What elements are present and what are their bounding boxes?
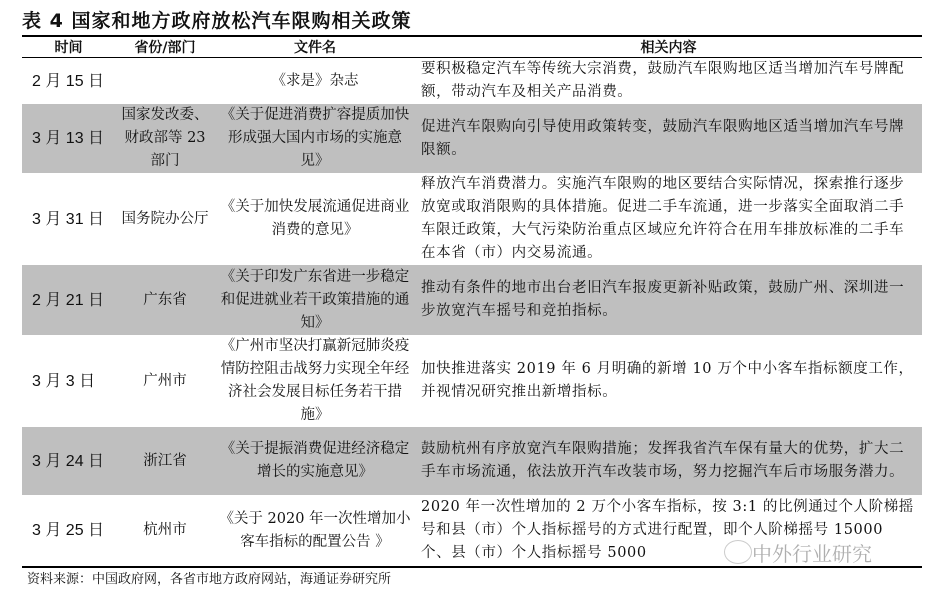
- table-row: [22, 335, 922, 427]
- col-header-content: 相关内容: [415, 36, 922, 58]
- table-row: [22, 58, 922, 105]
- cell-time: 3 月 25 日: [22, 495, 115, 567]
- cell-time: 3 月 24 日: [22, 427, 115, 495]
- cell-file: 《求是》杂志: [271, 72, 359, 89]
- cell-file: 《广州市坚决打赢新冠肺炎疫情防控阻击战努力实现全年经济社会发展目标任务若干措施》: [220, 338, 410, 423]
- cell-time: 2 月 15 日: [32, 72, 105, 90]
- col-header-time: 时间: [22, 36, 115, 58]
- policy-table: [22, 35, 922, 568]
- cell-dept: 浙江省: [115, 427, 215, 495]
- table-row: [22, 265, 922, 335]
- cell-dept: 国务院办公厅: [121, 210, 209, 227]
- cell-content: 释放汽车消费潜力。实施汽车限购的地区要结合实际情况，探索推行逐步放宽或取消限购的具体措施。促进二手车流通，进一步落实全面取消二手车限迁政策，大气污染防治重点区域应允许符合在用车排放标准的二手车在本省（市）内交易流通。: [421, 176, 905, 261]
- cell-content: 要积极稳定汽车等传统大宗消费，鼓励汽车限购地区适当增加汽车号牌配额，带动汽车及相关产品消费。: [421, 61, 905, 100]
- cell-file: 《关于 2020 年一次性增加小客车指标的配置公告 》: [215, 495, 415, 567]
- wechat-logo-icon: [724, 540, 752, 564]
- cell-content: 2020 年一次性增加的 2 万个小客车指标，按 3:1 的比例通过个人阶梯摇号和县（市）个人指标摇号的方式进行配置，即个人阶梯摇号 15000 个、县（市）个人指标摇号 5000: [415, 495, 922, 567]
- table-row: [22, 104, 922, 173]
- cell-dept: 杭州市: [115, 495, 215, 567]
- watermark: 中外行业研究: [752, 542, 872, 566]
- cell-file: 《关于印发广东省进一步稳定和促进就业若干政策措施的通知》: [215, 265, 415, 335]
- col-header-dept: 省份/部门: [115, 36, 215, 58]
- cell-time: 3 月 3 日: [32, 372, 96, 390]
- table-header-row: [22, 36, 922, 58]
- cell-content: 促进汽车限购向引导使用政策转变，鼓励汽车限购地区适当增加汽车号牌限额。: [415, 104, 922, 173]
- cell-dept: 国家发改委、财政部等 23 部门: [115, 104, 215, 173]
- cell-file: 《关于促进消费扩容提质加快形成强大国内市场的实施意见》: [215, 104, 415, 173]
- col-header-file: 文件名: [215, 36, 415, 58]
- cell-dept: 广东省: [115, 265, 215, 335]
- cell-time: 3 月 13 日: [22, 104, 115, 173]
- cell-content: 推动有条件的地市出台老旧汽车报废更新补贴政策，鼓励广州、深圳进一步放宽汽车摇号和竞拍指标。: [415, 265, 922, 335]
- table-row: [22, 427, 922, 495]
- cell-time: 3 月 31 日: [32, 210, 105, 228]
- cell-content: 加快推进落实 2019 年 6 月明确的新增 10 万个中小客车指标额度工作，并视情况研究推出新增指标。: [421, 361, 914, 400]
- cell-time: 2 月 21 日: [22, 265, 115, 335]
- table-row: [22, 173, 922, 265]
- cell-content: 鼓励杭州有序放宽汽车限购措施；发挥我省汽车保有量大的优势，扩大二手车市场流通，依法放开汽车改装市场，努力挖掘汽车后市场服务潜力。: [415, 427, 922, 495]
- cell-file: 《关于加快发展流通促进商业消费的意见》: [220, 199, 410, 238]
- cell-dept: [115, 58, 215, 105]
- table-title: 表 4 国家和地方政府放松汽车限购相关政策: [22, 10, 412, 32]
- source-note: 资料来源：中国政府网，各省市地方政府网站，海通证券研究所: [27, 572, 392, 587]
- cell-dept: 广州市: [143, 372, 187, 389]
- cell-file: 《关于提振消费促进经济稳定增长的实施意见》: [215, 427, 415, 495]
